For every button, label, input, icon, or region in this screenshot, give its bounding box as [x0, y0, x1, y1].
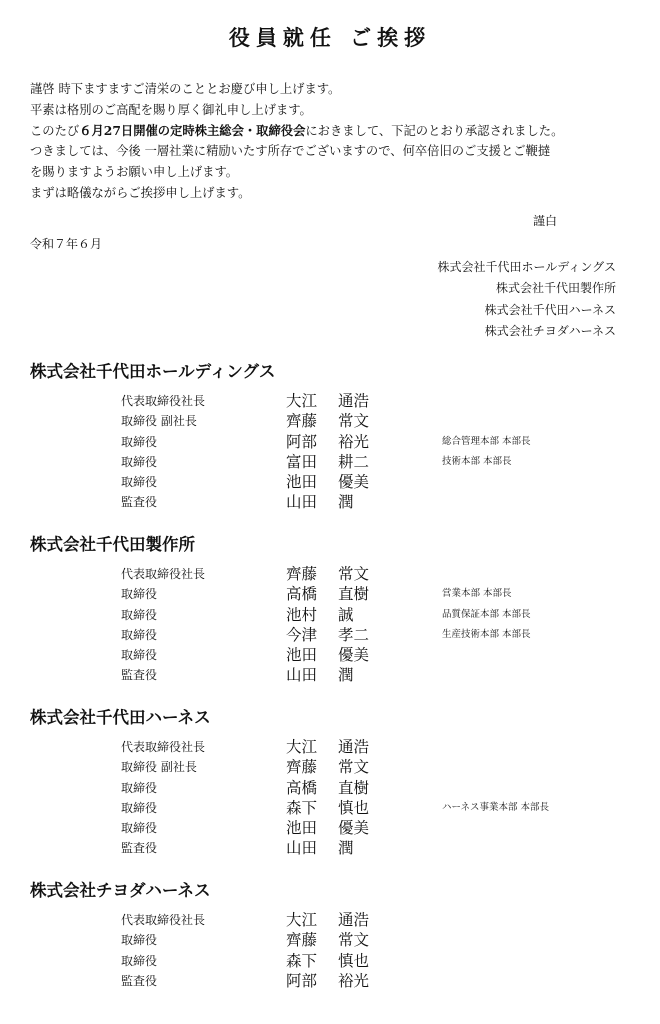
officer-role: 取締役: [121, 800, 158, 815]
officer-family-name: 高橋: [286, 585, 318, 604]
officer-family-name: 齊藤: [286, 565, 318, 583]
officer-family-name: 山田: [286, 666, 318, 685]
officer-given-name: 潤: [338, 839, 354, 858]
officer-role: 代表取締役社長: [121, 394, 206, 408]
officer-given-name: 誠: [338, 605, 354, 624]
officer-name: [286, 818, 369, 838]
officer-family-name: 今津: [286, 625, 318, 644]
officer-name: [286, 930, 369, 950]
officer-row: [30, 930, 640, 950]
officer-family-name: 齊藤: [286, 758, 318, 777]
officer-name: [286, 564, 369, 584]
company-section: [30, 879, 640, 991]
officer-given-name: 慎也: [338, 798, 370, 817]
officer-row: [30, 665, 640, 685]
officer-row: [30, 971, 640, 991]
officer-role: 取締役: [121, 454, 158, 469]
page-title: 役員就任 ご挨拶: [228, 25, 432, 50]
company-name: 株式会社千代田ハーネス: [30, 708, 211, 727]
officer-row: [30, 472, 640, 492]
officer-role: 取締役: [121, 434, 158, 449]
officer-row: [30, 838, 640, 858]
officer-role: 取締役: [121, 627, 158, 642]
officer-role: 取締役 副社長: [121, 760, 197, 775]
officer-given-name: 常文: [338, 758, 370, 777]
officer-name: [286, 452, 369, 472]
officer-name: [286, 492, 354, 512]
officer-family-name: 阿部: [286, 971, 318, 990]
officer-position-note: 営業本部 本部長: [442, 588, 512, 600]
officer-position-note: 品質保証本部 本部長: [442, 608, 531, 620]
sender-company: 株式会社チヨダハーネス: [484, 324, 616, 339]
greeting-line: 平素は格別のご高配を賜り厚く御礼申し上げます。: [30, 102, 312, 117]
officer-family-name: 大江: [286, 911, 318, 929]
officer-name: [286, 737, 369, 757]
officer-family-name: 森下: [286, 951, 318, 970]
officer-role: 監査役: [121, 841, 158, 856]
officer-family-name: 阿部: [286, 432, 318, 451]
approval-text-pre: このたび: [30, 123, 80, 138]
officer-row: [30, 584, 640, 604]
officer-family-name: 齊藤: [286, 931, 318, 950]
greeting-line: つきましては、今後 一層社業に精励いたす所存でございますので、何卒倍旧のご支援とご鞭撻: [30, 144, 551, 159]
officer-role: 代表取締役社長: [121, 913, 206, 927]
officer-family-name: 森下: [286, 798, 318, 817]
officer-name: [286, 951, 369, 971]
greeting-text: [30, 79, 640, 204]
date: 令和７年６月: [30, 237, 103, 251]
officer-role: 代表取締役社長: [121, 567, 206, 581]
officer-name: [286, 472, 369, 492]
officer-name: [286, 910, 369, 930]
officer-role: 取締役: [121, 821, 158, 836]
officer-role: 監査役: [121, 495, 158, 510]
officer-family-name: 大江: [286, 738, 318, 756]
officer-given-name: 通浩: [338, 911, 370, 929]
officer-role: 監査役: [121, 973, 158, 988]
approval-text-post: におきまして、下記のとおり承認されました。: [305, 123, 564, 138]
officer-name: [286, 798, 369, 818]
officer-list: [30, 391, 640, 513]
officer-row: [30, 564, 640, 584]
sender-company: 株式会社千代田製作所: [495, 281, 616, 296]
officer-list: [30, 564, 640, 686]
officer-role: 取締役: [121, 933, 158, 948]
sender-company: 株式会社千代田ハーネス: [484, 302, 616, 317]
officer-row: [30, 605, 640, 625]
officer-given-name: 裕光: [338, 432, 370, 451]
sender-company: 株式会社千代田ホールディングス: [437, 260, 616, 274]
officer-row: [30, 798, 640, 818]
officer-family-name: 富田: [286, 452, 318, 471]
officer-name: [286, 757, 369, 777]
officer-name: [286, 838, 354, 858]
officer-family-name: 池田: [286, 473, 318, 492]
company-name: 株式会社千代田製作所: [30, 535, 195, 554]
officer-row: [30, 452, 640, 472]
officer-family-name: 山田: [286, 493, 318, 512]
officer-row: [30, 778, 640, 798]
officer-position-note: ハーネス事業本部 本部長: [442, 801, 550, 813]
officer-name: [286, 645, 369, 665]
greeting-line: 謹啓 時下ますますご清栄のこととお慶び申し上げます。: [30, 82, 341, 96]
officer-given-name: 直樹: [338, 585, 370, 604]
officer-given-name: 裕光: [338, 971, 370, 990]
officer-role: 取締役: [121, 780, 158, 795]
officer-role: 監査役: [121, 668, 158, 683]
officer-given-name: 常文: [338, 931, 370, 950]
officer-family-name: 池田: [286, 646, 318, 665]
officer-name: [286, 625, 369, 645]
officer-role: 代表取締役社長: [121, 740, 206, 754]
officer-family-name: 齊藤: [286, 412, 318, 431]
officer-role: 取締役: [121, 475, 158, 490]
officer-given-name: 通浩: [338, 392, 370, 410]
company-name: 株式会社千代田ホールディングス: [30, 362, 276, 381]
officer-row: [30, 737, 640, 757]
officer-given-name: 孝二: [338, 625, 370, 644]
officer-family-name: 高橋: [286, 778, 318, 797]
officer-role: 取締役: [121, 648, 158, 663]
officer-name: [286, 432, 369, 452]
officer-role: 取締役: [121, 607, 158, 622]
officer-list: [30, 910, 640, 991]
officer-row: [30, 411, 640, 431]
sender-list: [438, 257, 616, 343]
officer-row: [30, 391, 640, 411]
officer-given-name: 通浩: [338, 738, 370, 756]
officer-row: [30, 492, 640, 512]
officer-given-name: 常文: [338, 565, 370, 583]
company-name: 株式会社チヨダハーネス: [30, 881, 211, 900]
officer-name: [286, 665, 354, 685]
officer-given-name: 優美: [338, 646, 370, 665]
officer-given-name: 慎也: [338, 951, 370, 970]
officer-row: [30, 910, 640, 930]
officer-given-name: 直樹: [338, 778, 370, 797]
officer-row: [30, 432, 640, 452]
officer-name: [286, 391, 369, 411]
officer-family-name: 池村: [286, 605, 318, 624]
greeting-line-approval: [30, 121, 640, 142]
officer-role: 取締役: [121, 953, 158, 968]
officer-family-name: 大江: [286, 392, 318, 410]
officer-given-name: 常文: [338, 412, 370, 431]
officer-name: [286, 411, 369, 431]
company-section: [30, 360, 640, 513]
officer-position-note: 技術本部 本部長: [442, 455, 512, 467]
officer-list: [30, 737, 640, 859]
officer-name: [286, 605, 354, 625]
officer-position-note: 総合管理本部 本部長: [442, 435, 531, 447]
officer-row: [30, 951, 640, 971]
officer-name: [286, 778, 369, 798]
company-section: [30, 533, 640, 686]
officer-given-name: 優美: [338, 819, 370, 838]
greeting-line: を賜りますようお願い申し上げます。: [30, 165, 239, 180]
officer-row: [30, 818, 640, 838]
officer-row: [30, 645, 640, 665]
officer-given-name: 耕二: [338, 452, 370, 471]
officer-name: [286, 584, 369, 604]
officer-family-name: 池田: [286, 819, 318, 838]
officer-position-note: 生産技術本部 本部長: [442, 628, 531, 640]
approval-text-bold: ６月27日開催の定時株主総会・取締役会: [79, 122, 306, 138]
officer-given-name: 潤: [338, 666, 354, 685]
officer-given-name: 優美: [338, 473, 370, 492]
officer-name: [286, 971, 369, 991]
officer-role: 取締役: [121, 587, 158, 602]
company-section: [30, 706, 640, 859]
officer-role: 取締役 副社長: [121, 414, 197, 429]
officer-row: [30, 625, 640, 645]
closing-word: 謹白: [533, 214, 558, 228]
officer-given-name: 潤: [338, 493, 354, 512]
officer-row: [30, 757, 640, 777]
officer-family-name: 山田: [286, 839, 318, 858]
greeting-line: まずは略儀ながらご挨拶申し上げます。: [30, 185, 251, 200]
